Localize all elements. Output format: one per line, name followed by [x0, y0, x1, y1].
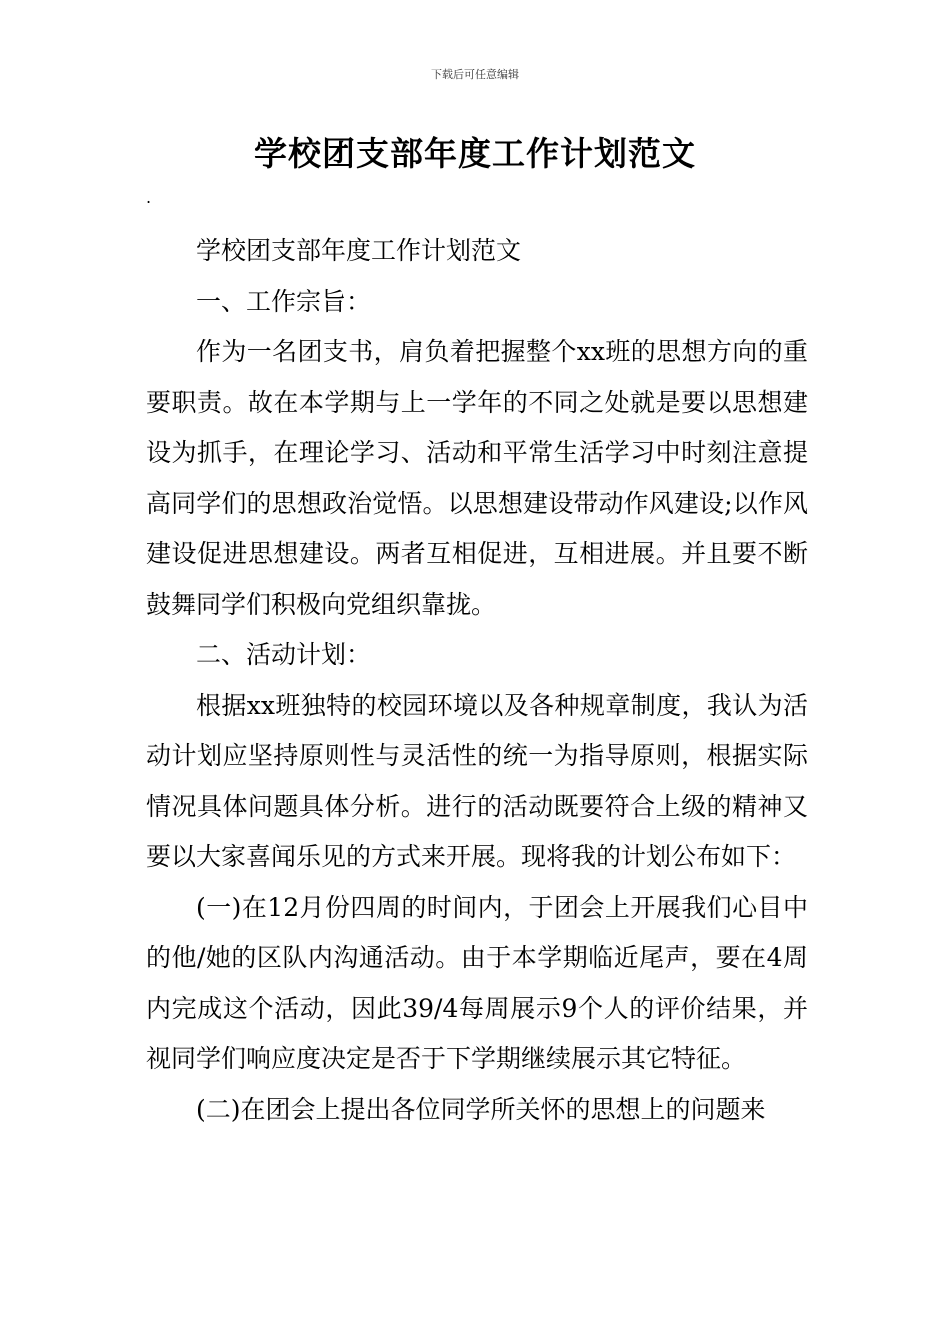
paragraph-plan: 根据xx班独特的校园环境以及各种规章制度，我认为活动计划应坚持原则性与灵活性的统一为指导原则，根据实际情况具体问题具体分析。进行的活动既要符合上级的精神又要以大家喜闻乐见的方式来开展。现将我的计划公布如下：	[146, 690, 808, 871]
paragraph-subtitle: 学校团支部年度工作计划范文	[196, 236, 522, 265]
paragraph-item-2: (二)在团会上提出各位同学所关怀的思想上的问题来	[196, 1094, 766, 1124]
document-body	[146, 226, 808, 1135]
document-title: 学校团支部年度工作计划范文	[254, 134, 696, 173]
paragraph-purpose: 作为一名团支书，肩负着把握整个xx班的思想方向的重要职责。故在本学期与上一学年的不同之处就是要以思想建设为抓手，在理论学习、活动和平常生活学习中时刻注意提高同学们的思想政治觉悟。以思想建设带动作风建设;以作风建设促进思想建设。两者互相促进，互相进展。并且要不断鼓舞同学们积极向党组织靠拢。	[146, 337, 808, 619]
section-heading-plan: 二、活动计划：	[196, 640, 372, 669]
paragraph-item-1: (一)在12月份四周的时间内，于团会上开展我们心目中的他/她的区队内沟通活动。由于本学期临近尾声，要在4周内完成这个活动，因此39/4每周展示9个人的评价结果，并视同学们响应度决定是否于下学期继续展示其它特征。	[146, 892, 808, 1073]
header-note: 下载后可任意编辑	[431, 68, 519, 81]
section-heading-purpose: 一、工作宗旨：	[196, 286, 372, 316]
dot-mark: .	[146, 188, 152, 207]
